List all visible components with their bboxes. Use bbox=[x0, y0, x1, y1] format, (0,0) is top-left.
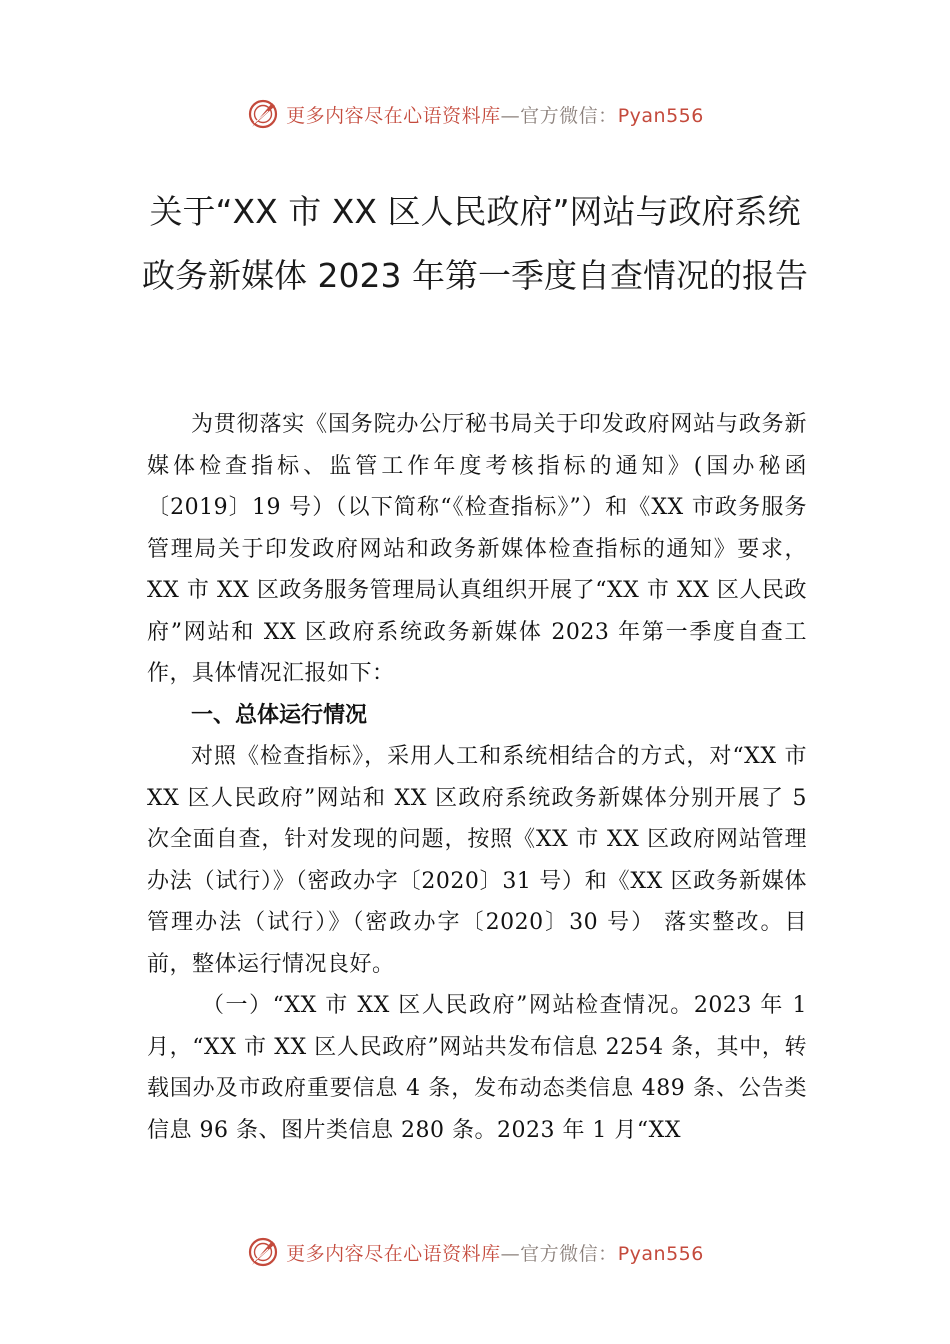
watermark-text: 更多内容尽在心语资料库—官方微信：Pyan556 bbox=[286, 104, 704, 127]
document-title: 关于“XX 市 XX 区人民政府”网站与政府系统政务新媒体 2023 年第一季度自查情况的报告 bbox=[142, 192, 808, 295]
watermark-banner-top bbox=[0, 94, 950, 134]
document-body bbox=[147, 404, 807, 1151]
quill-logo-icon bbox=[246, 97, 280, 131]
quill-logo-icon bbox=[246, 1235, 280, 1269]
section-heading-overall: 一、总体运行情况 bbox=[191, 702, 368, 728]
watermark-banner-bottom bbox=[0, 1232, 950, 1272]
website-check-paragraph: （一）“XX 市 XX 区人民政府”网站检查情况。2023 年 1 月，“XX 市 XX 区人民政府”网站共发布信息 2254 条，其中，转载国办及市政府重要信息 4 条，发布动态类信息 489 条、公告类信息 96 条、图片类信息 280 条。2023 年 1 月“XX bbox=[147, 993, 807, 1143]
intro-paragraph: 为贯彻落实《国务院办公厅秘书局关于印发政府网站与政务新媒体检查指标、监管工作年度考核指标的通知》(国办秘函〔2019〕19 号）（以下简称“《检查指标》”）和《XX 市政务服务管理局关于印发政府网站和政务新媒体检查指标的通知》要求，XX 市 XX 区政务服务管理局认真组织开展了“XX 市 XX 区人民政府”网站和 XX 区政府系统政务新媒体 2023 年第一季度自查工作，具体情况汇报如下： bbox=[147, 412, 807, 686]
watermark-text: 更多内容尽在心语资料库—官方微信：Pyan556 bbox=[286, 1242, 704, 1265]
overall-paragraph: 对照《检查指标》，采用人工和系统相结合的方式，对“XX 市 XX 区人民政府”网站和 XX 区政府系统政务新媒体分别开展了 5 次全面自查，针对发现的问题，按照《XX 市 XX 区政府网站管理办法（试行）》（密政办字〔2020〕31 号）和《XX 区政务新媒体管理办法（试行）》（密政办字〔2020〕30 号） 落实整改。目前，整体运行情况良好。 bbox=[147, 744, 807, 977]
